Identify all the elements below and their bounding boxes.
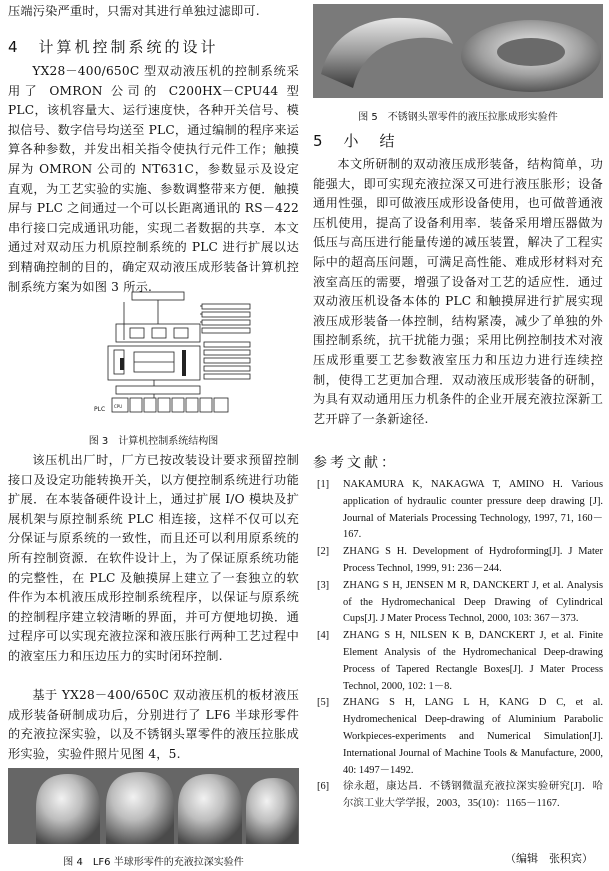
- figure-4-photo: [8, 768, 299, 844]
- hemisphere-part: [36, 774, 100, 844]
- figure-3-diagram: [94, 290, 254, 416]
- figure-5-caption: 图 5 不锈钢头罩零件的液压拉胀成形实验件: [358, 112, 558, 123]
- section-5-heading: 5 小 结: [313, 132, 398, 150]
- hemisphere-part: [246, 778, 298, 844]
- paragraph-experiments: 基于 YX28－400/650C 双动液压机的板材液压成形装备研制成功后，分别进行了 LF6 半球形零件的充液拉深实验，以及不锈钢头罩零件的液压拉胀成形实验，实验件照片见图 4，5.: [8, 688, 299, 761]
- figure-5-photo: [313, 4, 603, 98]
- reference-item: [1] NAKAMURA K, NAKAGWA T, AMINO H. Various application of hydraulic counter pressure deep drawing [J]. Journal of Materials Processing Technology, 1997, 71, 160－167.: [317, 479, 603, 541]
- reference-item: [4] ZHANG S H, NILSEN K B, DANCKERT J, et al. Finite Element Analysis of the Hydromechanical Deep-drawing Process of Tapered Rectangle Boxes[J]. J Mater Process Technol, 2000, 102: 1－8.: [317, 630, 603, 692]
- section-4-paragraph: YX28－400/650C 型双动液压机的控制系统采用了 OMRON 公司的 C200HX－CPU44 型 PLC，该机容量大、运行速度快，各种开关信号、模拟信号、数字信号均送至 PLC，通过编制的程序来运算各种参数，并发出相关指令使执行元件工作；触摸屏为 OMRON 公司的 NT631C，参数显示及设定直观，为工艺实验的实施、参数调整带来方便．触摸屏与 PLC 之间通过一个可以长距离通讯的 RS－422 串行接口完成通讯功能，实现二者数据的共享．本文通过对双动压力机原控制系统的 PLC 进行扩展以达到精确控制的目的，确定双动液压成形装备计算机控制系统方案为如图 3 所示.: [8, 64, 299, 294]
- section-5-paragraph: 本文所研制的双动液压成形装备，结构简单，功能强大，即可实现充液拉深又可进行液压胀形；设备通用性强，即可做液压成形设备使用，也可做普通液压机使用，提高了设备利用率．装备采用增压器做为低压与高压进行能量传递的减压装置，解决了工程实际中的超高压问题，可满足高性能、难成形材料对充液室高压的需要，增强了设备对工艺的适应性．通过双动液压机设备本体的 PLC 和触摸屏进行扩展实现液压成形装备一体控制，结构紧凑，减少了单独的外围控制系统，抗干扰能力强；采用比例控制技术对液压成形重要工艺参数液室压力和压边力进行连续控制，使得工艺更加合理．双动液压成形装备的研制，为具有双动通用压力机条件的企业开展充液拉深新工艺开辟了一条新途径.: [313, 157, 603, 426]
- reference-item: [6] 徐永超，康达昌．不锈钢微温充液拉深实验研究[J]．哈尔滨工业大学学报，2003，35(10)：1165－1167.: [317, 781, 603, 810]
- reference-item: [5] ZHANG S H, LANG L H, KANG D C, et al. Hydromechenical Deep-drawing of Aluminium Parabolic Workpieces-experiments and Numerical Simulation[J]. International Journal of Machine Tools & Manufacture, 2000, 40: 1497－1492.: [317, 697, 603, 776]
- figure-3-caption: 图 3 计算机控制系统结构图: [88, 436, 219, 447]
- figure-4-caption: 图 4 LF6 半球形零件的充液拉深实验件: [63, 857, 244, 868]
- reference-item: [3] ZHANG S H, JENSEN M R, DANCKERT J, et al. Analysis of the Hydromechanical Deep Drawing of Cylindrical Cups[J]. J Mater Process Technol, 2000, 103: 367－373.: [317, 579, 603, 625]
- editor-credit: （编辑 张积宾）: [505, 852, 593, 865]
- paragraph-hardware-software: 该压机出厂时，厂方已按改装设计要求预留控制接口及设定功能转换开关，以方便控制系统进行功能扩展．在本装备硬件设计上，通过扩展 I/O 模块及扩展机架与原控制系统 PLC 相连接，这样不仅可以充分保证与原系统的一致性，而且还可以利用原系统的所有控制资源．在软件设计上，为了保证原系统功能的完整性，在 PLC 及触摸屏上建立了一套独立的软件作为本机液压成形控制系统程序，以保证与原系统的控制程序建立较清晰的界面，并可方便地切换．通过程序可以实现充液拉深和液压胀行两种工艺过程中的液室压力和压边压力的实时闭环控制.: [8, 453, 299, 663]
- diagram-block: [132, 292, 184, 300]
- control-system-diagram: [94, 290, 254, 416]
- reference-list: [313, 477, 603, 813]
- diagram-block: [116, 324, 200, 342]
- diagram-label: CPU: [114, 404, 123, 409]
- section-4-heading: 4 计算机控制系统的设计: [8, 38, 219, 56]
- hemisphere-part: [178, 774, 242, 844]
- reference-item: [2] ZHANG S H. Development of Hydroforming[J]. J Mater Process Technol, 1999, 91: 236－244.: [317, 546, 603, 574]
- hemisphere-part: [106, 772, 174, 844]
- references-heading: 参考文献：: [313, 455, 398, 471]
- continuation-text: 压端污染严重时，只需对其进行单独过滤即可.: [8, 4, 260, 18]
- diagram-label: PLC: [94, 406, 106, 413]
